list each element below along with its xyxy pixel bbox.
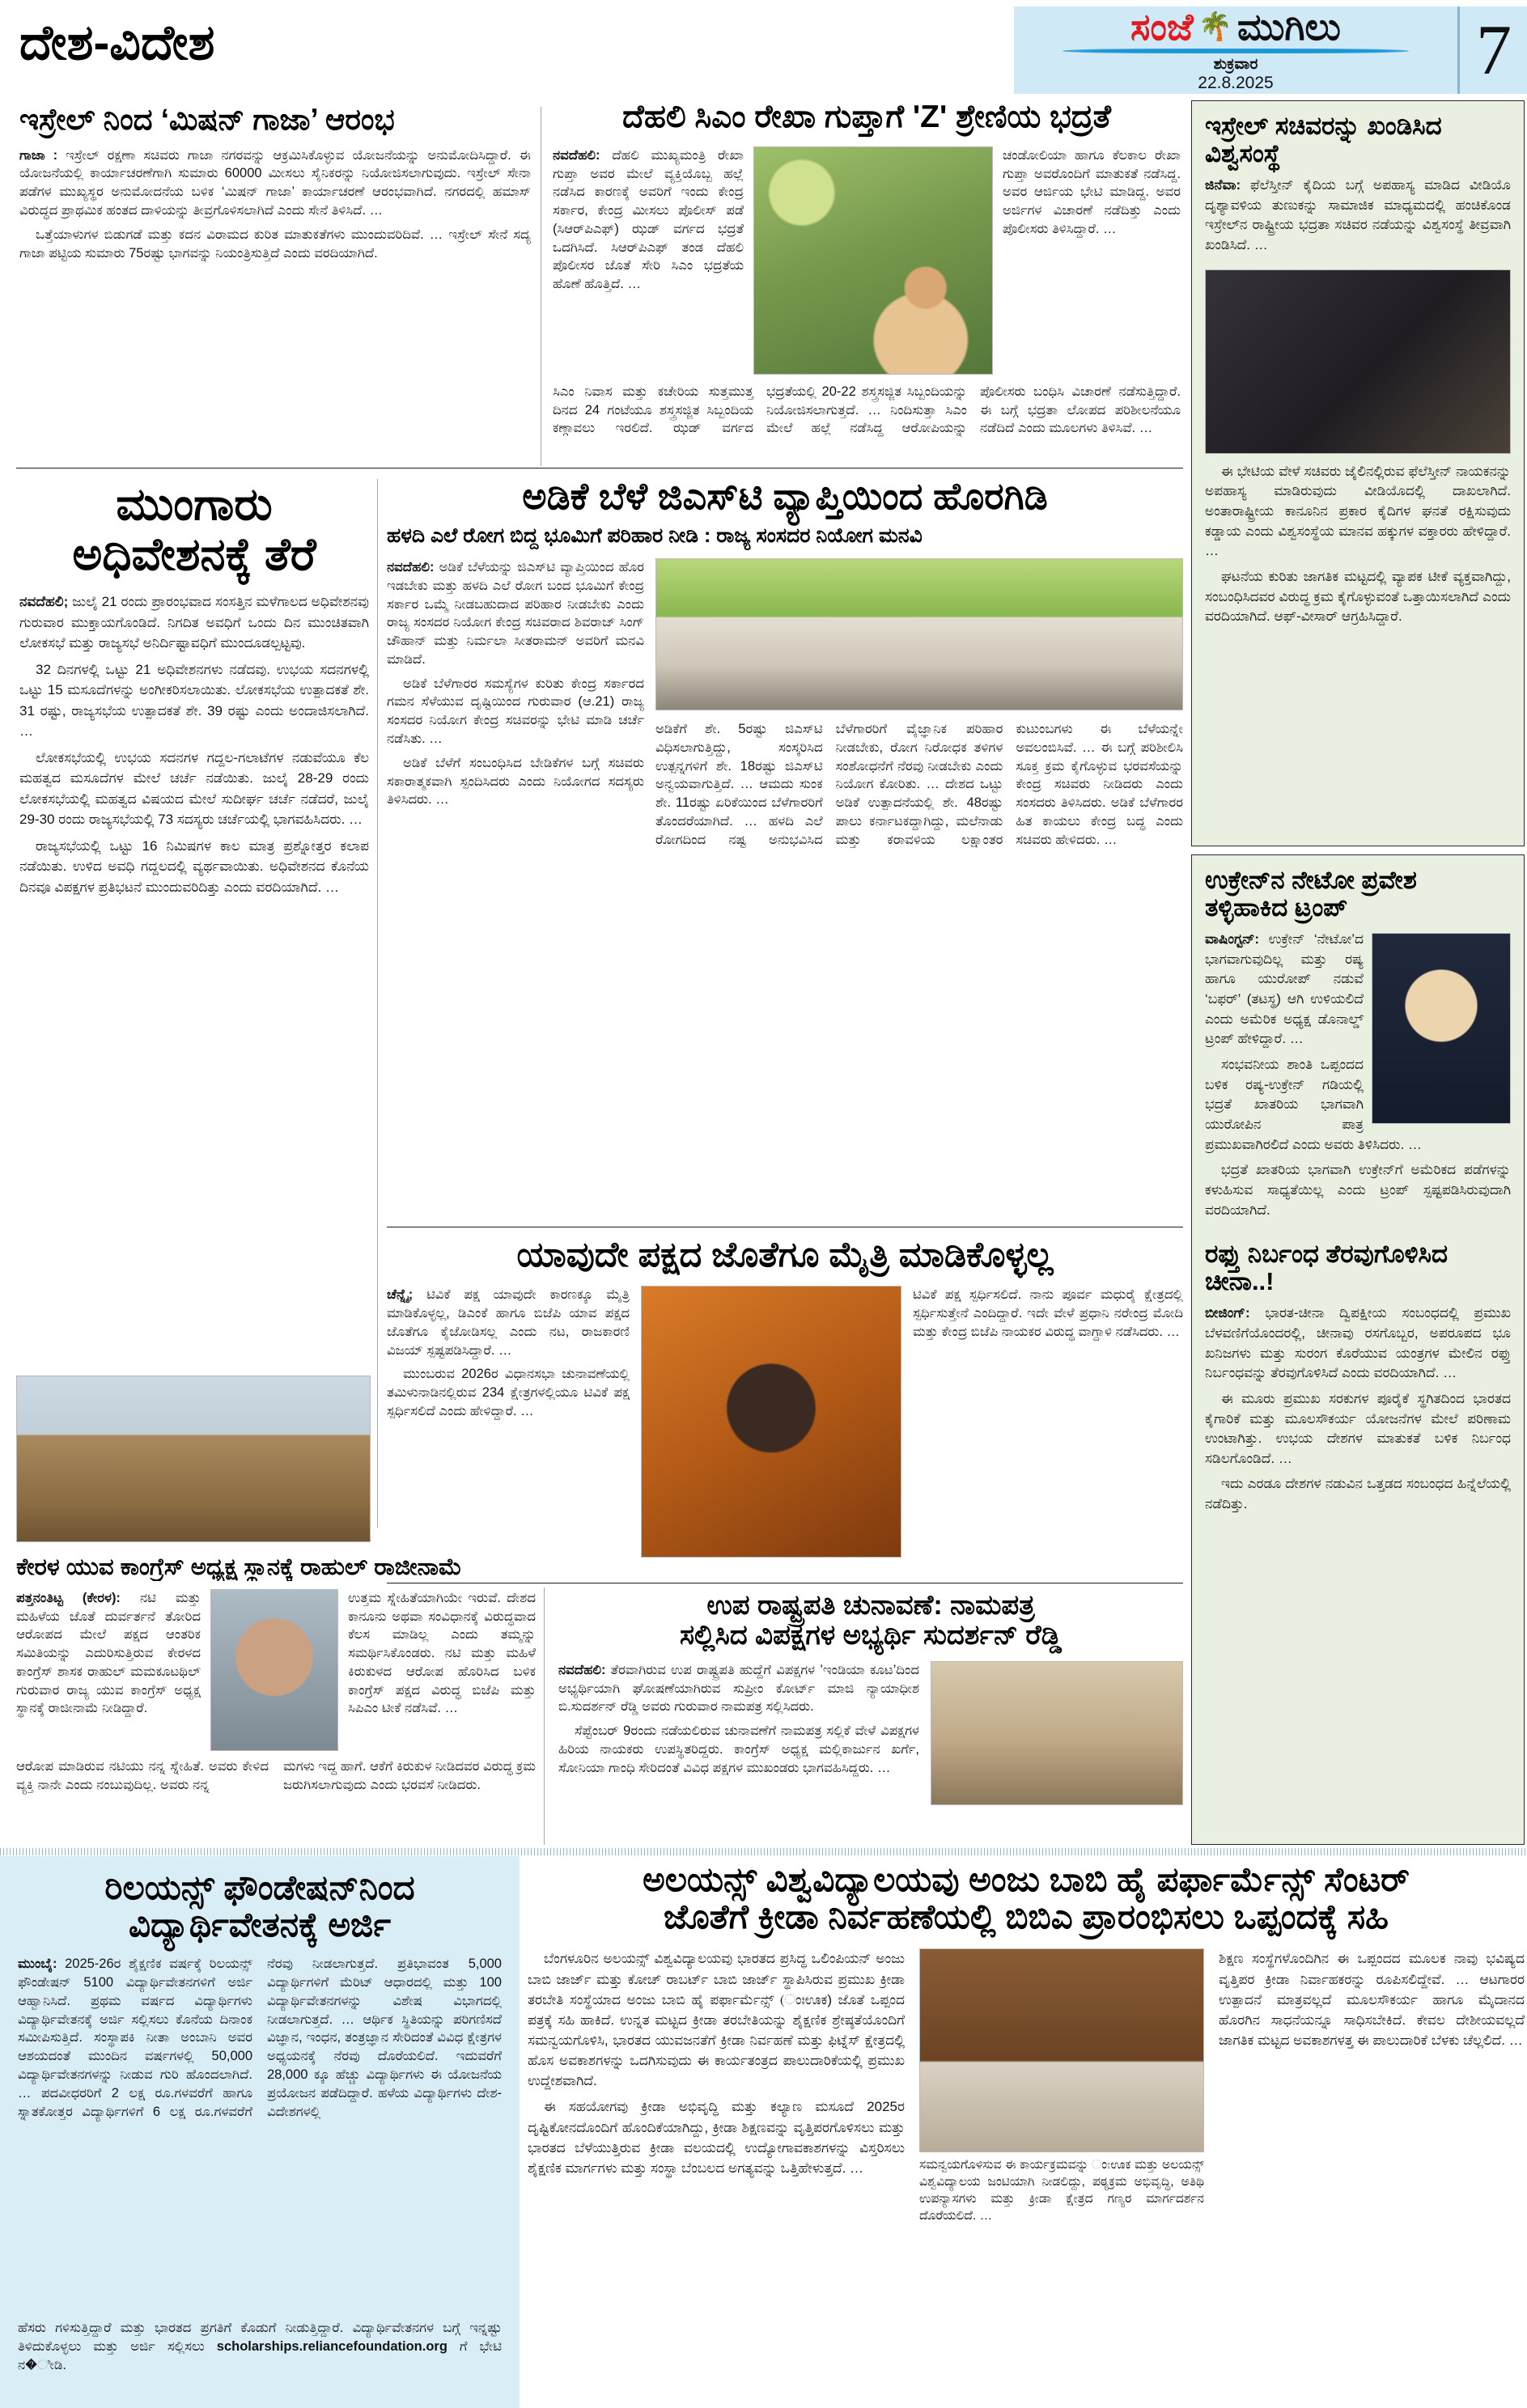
gst-headline: ಅಡಿಕೆ ಬೆಳೆ ಜಿಎಸ್‌ಟಿ ವ್ಯಾಪ್ತಿಯಿಂದ ಹೊರಗಿಡಿ	[522, 475, 1048, 517]
article-china-export	[1205, 1240, 1511, 1520]
monsoon-p3: ಲೋಕಸಭೆಯಲ್ಲಿ ಉಭಯ ಸದನಗಳ ಗದ್ದಲ-ಗಲಾಟೆಗಳ ನಡುವೆಯೂ ಕೆಲ ಮಹತ್ವದ ಮಸೂದೆಗಳ ಮೇಲೆ ಚರ್ಚೆ ನಡೆಯಿತು. ಜುಲೈ 28-29 ರಂದು ಲೋಕಸಭೆಯಲ್ಲಿ ಮಹತ್ವದ ವಿಷಯದ ಮೇಲೆ ಸುದೀರ್ಘ ಚರ್ಚೆ ನಡೆದರೆ, ಜುಲೈ 29-30 ರಂದು ರಾಜ್ಯಸಭೆಯಲ್ಲಿ 73 ಸದಸ್ಯರು ಚರ್ಚೆಯಲ್ಲಿ ಭಾಗವಹಿಸಿದರು. …	[19, 749, 369, 828]
alliance-photo-caption: ಸಮನ್ವಯಗೊಳಿಸುವ ಈ ಕಾರ್ಯಕ್ರಮವನ್ನು ಂಃಊಕ ಮತ್ತು ಅಲಯನ್ಸ್ ವಿಶ್ವವಿದ್ಯಾಲಯ ಜಂಟಿಯಾಗಿ ನೀಡಲಿದ್ದು, ಪಠ್ಯಕ್ರಮ ಅಭಿವೃದ್ಧಿ, ಅತಿಥಿ ಉಪನ್ಯಾಸಗಳು ಮತ್ತು ಕ್ರೀಡಾ ಕ್ಷೇತ್ರದ ಗಣ್ಯರ ಮಾರ್ಗದರ್ಶನ ದೊರೆಯಲಿದೆ. …	[919, 2158, 1204, 2224]
tvk-col3: ಟಿವಿಕೆ ಪಕ್ಷ ಸ್ಪರ್ಧಿಸಲಿದೆ. ನಾನು ಪೂರ್ವ ಮಧುರೈ ಕ್ಷೇತ್ರದಲ್ಲಿ ಸ್ಪರ್ಧಿಸುತ್ತೇನೆ ಎಂದಿದ್ದಾರೆ. ಇದೇ ವೇಳೆ ಪ್ರಧಾನಿ ನರೇಂದ್ರ ಮೋದಿ ಮತ್ತು ಕೇಂದ್ರ ಬಿಜೆಪಿ ನಾಯಕರ ವಿರುದ್ಧ ವಾಗ್ದಾಳಿ ನಡೆಸಿದರು. …	[913, 1287, 1183, 1339]
china-headline-line2: ಚೀನಾ..!	[1205, 1267, 1275, 1296]
vp-headline-line1: ಉಪ ರಾಷ್ಟ್ರಪತಿ ಚುನಾವಣೆ: ನಾಮಪತ್ರ	[706, 1590, 1035, 1621]
photo-vijay	[641, 1286, 901, 1558]
delhi-cm-col2: ಚಂಡೋಲಿಯಾ ಹಾಗೂ ಕೆಲಕಾಲ ರೇಖಾ ಗುಪ್ತಾ ಅವರೊಂದಿಗೆ ಮಾತುಕತೆ ನಡೆಸಿದ್ದ. ಅವರ ಆರ್ಜಿಯ ಭೇಟಿ ಮಾಡಿದ್ದ. ಅವರ ಅರ್ಜಿಗಳ ವಿಚಾರಣೆ ನಡೆದಿತ್ತು ಎಂದು ಪೊಲೀಸರು ತಿಳಿಸಿದ್ದಾರೆ. …	[1003, 147, 1181, 236]
china-p2: ಈ ಮೂರು ಪ್ರಮುಖ ಸರಕುಗಳ ಪೂರೈಕೆ ಸ್ಥಗಿತದಿಂದ ಭಾರತದ ಕೈಗಾರಿಕೆ ಮತ್ತು ಮೂಲಸೌಕರ್ಯ ಯೋಜನೆಗಳ ಮೇಲೆ ಪರಿಣಾಮ ಉಂಟಾಗಿತ್ತು. ಉಭಯ ದೇಶಗಳ ಮಾತುಕತೆ ಬಳಿಕ ನಿರ್ಬಂಧ ಸಡಿಲಗೊಂಡಿದೆ. …	[1205, 1390, 1511, 1466]
china-p1: ಭಾರತ-ಚೀನಾ ದ್ವಿಪಕ್ಷೀಯ ಸಂಬಂಧದಲ್ಲಿ ಪ್ರಮುಖ ಬೆಳವಣಿಗೆಯೊಂದರಲ್ಲಿ, ಚೀನಾವು ರಸಗೊಬ್ಬರ, ಅಪರೂಪದ ಭೂ ಖನಿಜಗಳು ಮತ್ತು ಸುರಂಗ ಕೊರೆಯುವ ಯಂತ್ರಗಳ ಮೇಲಿನ ರಫ್ತು ನಿರ್ಬಂಧವನ್ನು ತೆರವುಗೊಳಿಸಿದೆ ಎಂದು ವರದಿಯಾಗಿದೆ. …	[1205, 1305, 1511, 1381]
masthead-brand-red: ಸಂಜೆ	[1130, 5, 1194, 48]
alliance-headline-line2: ಜೊತೆಗೆ ಕ್ರೀಡಾ ನಿರ್ವಹಣೆಯಲ್ಲಿ ಬಿಬಿಎ ಪ್ರಾರಂಭಿಸಲು ಒಪ್ಪಂದಕ್ಕೆ ಸಹಿ	[663, 1897, 1389, 1936]
gst-col1-p1: ಅಡಿಕೆ ಬೆಳೆಯನ್ನು ಜಿಎಸ್‌ಟಿ ವ್ಯಾಪ್ತಿಯಿಂದ ಹೊರ ಇಡಬೇಕು ಮತ್ತು ಹಳದಿ ಎಲೆ ರೋಗ ಬಂದ ಭೂಮಿಗೆ ಕೇಂದ್ರ ಸರ್ಕಾರ ಒಮ್ಮೆ ನೀಡಬಹುದಾದ ಪರಿಹಾರ ನೀಡಬೇಕು ಎಂದು ರಾಜ್ಯ ಸಂಸದರ ನಿಯೋಗ ಕೇಂದ್ರ ಸಚಿವರಾದ ಶಿವರಾಜ್ ಸಿಂಗ್ ಚೌಹಾನ್ ಮತ್ತು ನಿರ್ಮಲಾ ಸೀತರಾಮನ್ ಅವರಿಗೆ ಮನವಿ ಮಾಡಿದೆ.	[387, 560, 644, 667]
trump-dateline: ವಾಷಿಂಗ್ಟನ್:	[1205, 931, 1260, 948]
palm-sun-logo-icon: 🌴	[1198, 11, 1232, 42]
alliance-col3: ಶಿಕ್ಷಣ ಸಂಸ್ಥೆಗಳೊಂದಿಗಿನ ಈ ಒಪ್ಪಂದದ ಮೂಲಕ ನಾವು ಭವಿಷ್ಯದ ವೃತ್ತಿಪರ ಕ್ರೀಡಾ ನಿರ್ವಾಹಕರನ್ನು ರೂಪಿಸಲಿದ್ದೇವೆ. … ಆಟಗಾರರ ಉತ್ಪಾದನೆ ಮಾತ್ರವಲ್ಲದೆ ಮೂಲಸೌಕರ್ಯ ಹಾಗೂ ಮೈದಾನದ ಹೊರಗಿನ ಸಾಧನೆಯನ್ನೂ ಸಾಧಿಸಬೇಕಿದೆ. ಕೇವಲ ದೇಶೀಯವಲ್ಲದೆ ಜಾಗತಿಕ ಮಟ್ಟದ ಅವಕಾಶಗಳತ್ತ ಈ ಪಾಲುದಾರಿಕೆ ಬೆಳಕು ಚೆಲ್ಲಲಿದೆ. …	[1219, 1951, 1525, 2048]
gst-subhead: ಹಳದಿ ಎಲೆ ರೋಗ ಬಿದ್ದ ಭೂಮಿಗೆ ಪರಿಹಾರ ನೀಡಿ : ರಾಜ್ಯ ಸಂಸದರ ನಿಯೋಗ ಮನವಿ	[387, 524, 923, 547]
photo-vp-nomination-group	[931, 1661, 1183, 1805]
article-gst	[387, 476, 1183, 1222]
vp-dateline: ನವದೆಹಲಿ:	[558, 1662, 606, 1677]
monsoon-p1: ಜುಲೈ 21 ರಂದು ಪ್ರಾರಂಭವಾದ ಸಂಸತ್ತಿನ ಮಳೆಗಾಲದ ಅಧಿವೇಶನವು ಗುರುವಾರ ಮುಕ್ತಾಯಗೊಂಡಿದೆ. ನಿಗದಿತ ಅವಧಿಗೆ ಒಂದು ದಿನ ಮುಂಚಿತವಾಗಿ ಲೋಕಸಭೆ ಮತ್ತು ರಾಜ್ಯಸಭೆ ಅನಿರ್ದಿಷ್ಟಾವಧಿಗೆ ಮುಂದೂಡಲ್ಪಟ್ಟವು.	[19, 594, 369, 651]
un-israel-p2: ಈ ಭೇಟಿಯ ವೇಳೆ ಸಚಿವರು ಜೈಲಿನಲ್ಲಿರುವ ಫೆಲೆಸ್ತೀನ್ ನಾಯಕನನ್ನು ಅಪಹಾಸ್ಯ ಮಾಡಿರುವುದು ವೀಡಿಯೊದಲ್ಲಿ ದಾಖಲಾಗಿದೆ. ಅಂತಾರಾಷ್ಟ್ರೀಯ ಕಾನೂನಿನ ಪ್ರಕಾರ ಕೈದಿಗಳ ಘನತೆ ರಕ್ಷಿಸುವುದು ಕಡ್ಡಾಯ ಎಂದು ವಿಶ್ವಸಂಸ್ಥೆಯ ಮಾನವ ಹಕ್ಕುಗಳ ವಕ್ತಾರರು ಹೇಳಿದ್ದಾರೆ. …	[1205, 463, 1511, 559]
kerala-tail1: ಆರೋಪ ಮಾಡಿರುವ ನಟಿಯು ನನ್ನ ಸ್ನೇಹಿತೆ. ಅವರು ಕೇಳಿದ ವ್ಯಕ್ತಿ ನಾನೇ ಎಂದು ನಂಬುವುದಿಲ್ಲ. ಅವರು ನನ್ನ	[16, 1758, 269, 1792]
delhi-cm-headline: ದೆಹಲಿ ಸಿಎಂ ರೇಖಾ ಗುಪ್ತಾಗೆ 'Z' ಶ್ರೇಣಿಯ ಭದ್ರತೆ	[622, 100, 1111, 134]
article-gaza	[19, 104, 531, 466]
kerala-col2: ಉತ್ತಮ ಸ್ನೇಹಿತೆಯಾಗಿಯೇ ಇರುವೆ. ದೇಶದ ಕಾನೂನು ಅಥವಾ ಸಂವಿಧಾನಕ್ಕೆ ವಿರುದ್ಧವಾದ ಕೆಲಸ ಮಾಡಿಲ್ಲ ಎಂದು ತಮ್ಮನ್ನು ಸಮರ್ಥಿಸಿಕೊಂಡರು. ನಟಿ ಮತ್ತು ಮಹಿಳೆ ಕಿರುಕುಳದ ಆರೋಪ ಹೊರಿಸಿದ ಬಳಿಕ ಕಾಂಗ್ರೆಸ್ ಪಕ್ಷದ ವಿರುದ್ಧ ಬಿಜೆಪಿ ಮತ್ತು ಸಿಪಿಎಂ ಟೀಕೆ ನಡೆಸಿವೆ. …	[348, 1590, 536, 1716]
trump-p1: ಉಕ್ರೇನ್ ‘ನೇಟೋ’ದ ಭಾಗವಾಗುವುದಿಲ್ಲ ಮತ್ತು ರಷ್ಯ ಹಾಗೂ ಯುರೋಪ್ ನಡುವೆ ‘ಬಫರ್’ (ತಟಸ್ಥ) ಆಗಿ ಉಳಿಯಲಿದೆ ಎಂದು ಅಮೆರಿಕ ಅಧ್ಯಕ್ಷ ಡೊನಾಲ್ಡ್ ಟ್ರಂಪ್ ಹೇಳಿದ್ದಾರೆ. …	[1205, 931, 1364, 1047]
china-headline-line1: ರಫ್ತು ನಿರ್ಬಂಧ ತೆರವುಗೊಳಿಸಿದ	[1205, 1240, 1449, 1269]
monsoon-p2: 32 ದಿನಗಳಲ್ಲಿ ಒಟ್ಟು 21 ಅಧಿವೇಶನಗಳು ನಡೆದವು. ಉಭಯ ಸದನಗಳಲ್ಲಿ ಒಟ್ಟು 15 ಮಸೂದೆಗಳನ್ನು ಅಂಗೀಕರಿಸಲಾಯಿತು. ಲೋಕಸಭೆಯ ಉತ್ಪಾದಕತೆ ಶೇ. 31 ರಷ್ಟು, ರಾಜ್ಯಸಭೆಯ ಉತ್ಪಾದಕತೆ ಶೇ. 39 ರಷ್ಟು ಎಂದು ಅಂದಾಜಿಸಲಾಗಿದೆ. …	[19, 661, 369, 740]
monsoon-p4: ರಾಜ್ಯಸಭೆಯಲ್ಲಿ ಒಟ್ಟು 16 ನಿಮಿಷಗಳ ಕಾಲ ಮಾತ್ರ ಪ್ರಶ್ನೋತ್ತರ ಕಲಾಪ ನಡೆಯಿತು. ಉಳಿದ ಅವಧಿ ಗದ್ದಲದಲ್ಲಿ ವ್ಯರ್ಥವಾಯಿತು. ಅಧಿವೇಶನದ ಕೊನೆಯ ದಿನವೂ ವಿಪಕ್ಷಗಳ ಪ್ರತಿಭಟನೆ ಮುಂದುವರಿದಿತ್ತು ಎಂದು ವರದಿಯಾಗಿದೆ. …	[19, 837, 369, 895]
delhi-cm-dateline: ನವದೆಹಲಿ:	[553, 147, 600, 163]
kerala-col1: ನಟಿ ಮತ್ತು ಮಹಿಳೆಯ ಜೊತೆ ದುರ್ವರ್ತನೆ ತೋರಿದ ಆರೋಪದ ಮೇಲೆ ಪಕ್ಷದ ಆಂತರಿಕ ಸಮಿತಿಯನ್ನು ಎದುರಿಸುತ್ತಿರುವ ಕೇರಳದ ಕಾಂಗ್ರೆಸ್ ಶಾಸಕ ರಾಹುಲ್ ಮಮಕೂಟಥಿಲ್ ಗುರುವಾರ ರಾಜ್ಯ ಯುವ ಕಾಂಗ್ರೆಸ್ ಅಧ್ಯಕ್ಷ ಸ್ಥಾನಕ್ಕೆ ರಾಜೀನಾಮೆ ನೀಡಿದ್ದಾರೆ.	[16, 1590, 201, 1716]
column-divider-3	[544, 1588, 545, 1845]
article-monsoon	[19, 479, 369, 1369]
masthead-brand	[1130, 5, 1341, 48]
reliance-body: 2025-26ರ ಶೈಕ್ಷಣಿಕ ವರ್ಷಕ್ಕೆ ರಿಲಯನ್ಸ್ ಫೌಂಡೇಷನ್ 5100 ವಿದ್ಯಾರ್ಥಿವೇತನಗಳಿಗೆ ಅರ್ಜಿ ಆಹ್ವಾನಿಸಿದೆ. ಪ್ರಥಮ ವರ್ಷದ ವಿದ್ಯಾರ್ಥಿಗಳು ವಿದ್ಯಾರ್ಥಿವೇತನಕ್ಕೆ ಅರ್ಜಿ ಸಲ್ಲಿಸಲು ಕೊನೆಯ ದಿನಾಂಕ ಸಮೀಪಿಸುತ್ತಿದೆ. ಸಂಸ್ಥಾಪಕಿ ನೀತಾ ಅಂಬಾನಿ ಅವರ ಆಶಯದಂತೆ ಮುಂದಿನ ವರ್ಷಗಳಲ್ಲಿ 50,000 ವಿದ್ಯಾರ್ಥಿವೇತನಗಳನ್ನು ನೀಡುವ ಗುರಿ ಹೊಂದಲಾಗಿದೆ. … ಪದವೀಧರರಿಗೆ 2 ಲಕ್ಷ ರೂ.ಗಳವರೆಗೆ ಹಾಗೂ ಸ್ನಾತಕೋತ್ತರ ವಿದ್ಯಾರ್ಥಿಗಳಿಗೆ 6 ಲಕ್ಷ ರೂ.ಗಳವರೆಗೆ ನೆರವು ನೀಡಲಾಗುತ್ತದೆ. ಪ್ರತಿಭಾವಂತ 5,000 ವಿದ್ಯಾರ್ಥಿಗಳಿಗೆ ಮೆರಿಟ್ ಆಧಾರದಲ್ಲಿ ಮತ್ತು 100 ವಿದ್ಯಾರ್ಥಿವೇತನಗಳನ್ನು ವಿಶೇಷ ವಿಭಾಗದಲ್ಲಿ ನೀಡಲಾಗುತ್ತದೆ. … ಆರ್ಥಿಕ ಸ್ಥಿತಿಯನ್ನು ಪರಿಗಣಿಸದೆ ವಿಜ್ಞಾನ, ಇಂಧನ, ತಂತ್ರಜ್ಞಾನ ಸೇರಿದಂತೆ ವಿವಿಧ ಕ್ಷೇತ್ರಗಳ ಅಧ್ಯಯನಕ್ಕೆ ನೆರವು ದೊರೆಯಲಿದೆ. ಇದುವರೆಗೆ 28,000 ಕ್ಕೂ ಹೆಚ್ಚು ವಿದ್ಯಾರ್ಥಿಗಳು ಈ ಯೋಜನೆಯ ಪ್ರಯೋಜನ ಪಡೆದಿದ್ದಾರೆ. ಹಳೆಯ ವಿದ್ಯಾರ್ಥಿಗಳು ದೇಶ-ವಿದೇಶಗಳಲ್ಲಿ	[18, 1956, 502, 2119]
masthead-brand-black: ಮುಗಿಲು	[1236, 5, 1341, 48]
gst-col1-p2: ಅಡಿಕೆ ಬೆಳೆಗಾರರ ಸಮಸ್ಯೆಗಳ ಕುರಿತು ಕೇಂದ್ರ ಸರ್ಕಾರದ ಗಮನ ಸೆಳೆಯುವ ದೃಷ್ಟಿಯಿಂದ ಗುರುವಾರ (ಆ.21) ರಾಜ್ಯ ಸಂಸದರ ನಿಯೋಗ ಕೇಂದ್ರ ಸಚಿವರನ್ನು ಭೇಟಿ ಮಾಡಿ ಚರ್ಚೆ ನಡೆಸಿತು. …	[387, 676, 644, 746]
article-alliance	[528, 1861, 1525, 2408]
delhi-cm-tail: ಸಿಎಂ ನಿವಾಸ ಮತ್ತು ಕಚೇರಿಯ ಸುತ್ತಮುತ್ತ ದಿನದ 24 ಗಂಟೆಯೂ ಶಸ್ತ್ರಸಜ್ಜಿತ ಸಿಬ್ಬಂದಿಯ ಕಣ್ಗಾವಲು ಇರಲಿದೆ. ಝಡ್ ವರ್ಗದ ಭದ್ರತೆಯಲ್ಲಿ 20-22 ಶಸ್ತ್ರಸಜ್ಜಿತ ಸಿಬ್ಬಂದಿಯನ್ನು ನಿಯೋಜಿಸಲಾಗುತ್ತದೆ. … ನಿಂದಿಸುತ್ತಾ ಸಿಎಂ ಮೇಲೆ ಹಲ್ಲೆ ನಡೆಸಿದ್ದ ಆರೋಪಿಯನ್ನು ಪೊಲೀಸರು ಬಂಧಿಸಿ ವಿಚಾರಣೆ ನಡೆಸುತ್ತಿದ್ದಾರೆ. ಈ ಬಗ್ಗೆ ಭದ್ರತಾ ಲೋಪದ ಪರಿಶೀಲನೆಯೂ ನಡೆದಿದೆ ಎಂದು ಮೂಲಗಳು ತಿಳಿಸಿವೆ. …	[553, 384, 1181, 436]
gst-rest: ಅಡಿಕೆಗೆ ಶೇ. 5ರಷ್ಟು ಜಿಎಸ್‌ಟಿ ವಿಧಿಸಲಾಗುತ್ತಿದ್ದು, ಸಂಸ್ಕರಿಸಿದ ಉತ್ಪನ್ನಗಳಿಗೆ ಶೇ. 18ರಷ್ಟು ಜಿಎಸ್‌ಟಿ ಅನ್ವಯವಾಗುತ್ತಿದೆ. … ಆಮದು ಸುಂಕ ಶೇ. 11ರಷ್ಟು ಏರಿಕೆಯಿಂದ ಬೆಳೆಗಾರರಿಗೆ ತೊಂದರೆಯಾಗಿದೆ. … ಹಳದಿ ಎಲೆ ರೋಗದಿಂದ ನಷ್ಟ ಅನುಭವಿಸಿದ ಬೆಳೆಗಾರರಿಗೆ ವೈಜ್ಞಾನಿಕ ಪರಿಹಾರ ನೀಡಬೇಕು, ರೋಗ ನಿರೋಧಕ ತಳಿಗಳ ಸಂಶೋಧನೆಗೆ ನೆರವು ನೀಡಬೇಕು ಎಂದು ನಿಯೋಗ ಕೋರಿತು. … ದೇಶದ ಒಟ್ಟು ಅಡಿಕೆ ಉತ್ಪಾದನೆಯಲ್ಲಿ ಶೇ. 48ರಷ್ಟು ಪಾಲು ಕರ್ನಾಟಕದ್ದಾಗಿದ್ದು, ಮಲೆನಾಡು ಮತ್ತು ಕರಾವಳಿಯ ಲಕ್ಷಾಂತರ ಕುಟುಂಬಗಳು ಈ ಬೆಳೆಯನ್ನೇ ಅವಲಂಬಿಸಿವೆ. … ಈ ಬಗ್ಗೆ ಪರಿಶೀಲಿಸಿ ಸೂಕ್ತ ಕ್ರಮ ಕೈಗೊಳ್ಳುವ ಭರವಸೆಯನ್ನು ಕೇಂದ್ರ ಸಚಿವರು ನೀಡಿದರು ಎಂದು ಸಂಸದರು ತಿಳಿಸಿದರು. ಅಡಿಕೆ ಬೆಳೆಗಾರರ ಹಿತ ಕಾಯಲು ಕೇಂದ್ರ ಬದ್ಧ ಎಂದು ಸಚಿವರು ಹೇಳಿದರು. …	[655, 722, 1183, 847]
kerala-tail2: ಮಗಳು ಇದ್ದ ಹಾಗೆ. ಆಕೆಗೆ ಕಿರುಕುಳ ನೀಡಿದವರ ವಿರುದ್ಧ ಕ್ರಮ ಜರುಗಿಸಲಾಗುವುದು ಎಂದು ಭರವಸೆ ನೀಡಿದರು.	[283, 1758, 536, 1792]
un-israel-headline: ಇಸ್ರೇಲ್ ಸಚಿವರನ್ನು ಖಂಡಿಸಿದ ವಿಶ್ವಸಂಸ್ಥೆ	[1205, 112, 1442, 168]
photo-rahul-mamkootathil	[210, 1589, 338, 1751]
article-un-israel	[1191, 100, 1525, 846]
reliance-tail-pre: ಹೆಸರು ಗಳಿಸುತ್ತಿದ್ದಾರೆ ಮತ್ತು ಭಾರತದ ಪ್ರಗತಿಗೆ ಕೊಡುಗೆ ನೀಡುತ್ತಿದ್ದಾರೆ. ವಿದ್ಯಾರ್ಥಿವೇತನಗಳ ಬಗ್ಗೆ ಇನ್ನಷ್ಟು ತಿಳಿದುಕೊಳ್ಳಲು ಮತ್ತು ಅರ್ಜಿ ಸಲ್ಲಿಸಲು	[18, 2321, 502, 2355]
kerala-headline: ಕೇರಳ ಯುವ ಕಾಂಗ್ರೆಸ್ ಅಧ್ಯಕ್ಷ ಸ್ಥಾನಕ್ಕೆ ರಾಹುಲ್ ರಾಜೀನಾಮೆ	[16, 1555, 462, 1580]
masthead-date: 22.8.2025	[1198, 73, 1274, 92]
tvk-col2: ಮುಂಬರುವ 2026ರ ವಿಧಾನಸಭಾ ಚುನಾವಣೆಯಲ್ಲಿ ತಮಿಳುನಾಡಿನಲ್ಲಿರುವ 234 ಕ್ಷೇತ್ರಗಳಲ್ಲಿಯೂ ಟಿವಿಕೆ ಪಕ್ಷ ಸ್ಪರ್ಧಿಸಲಿದೆ ಎಂದು ಹೇಳಿದ್ದಾರೆ. …	[387, 1367, 630, 1418]
trump-p3: ಭದ್ರತೆ ಖಾತರಿಯ ಭಾಗವಾಗಿ ಉಕ್ರೇನ್‌ಗೆ ಅಮೆರಿಕದ ಪಡೆಗಳನ್ನು ಕಳುಹಿಸುವ ಸಾಧ್ಯತೆಯಿಲ್ಲ ಎಂದು ಟ್ರಂಪ್ ಸ್ಪಷ್ಟಪಡಿಸಿರುವುದಾಗಿ ವರದಿಯಾಗಿದೆ.	[1205, 1162, 1511, 1218]
photo-israel-minister-video	[1205, 269, 1511, 454]
article-trump-nato	[1205, 867, 1511, 1226]
article-kerala	[16, 1555, 536, 1845]
reliance-dateline: ಮುಂಬೈ:	[18, 1956, 57, 1972]
monsoon-headline-line2: ಅಧಿವೇಶನಕ್ಕೆ ತೆರೆ	[72, 528, 316, 579]
masthead-day: ಶುಕ್ರವಾರ	[1213, 55, 1258, 73]
gst-col1-p3: ಅಡಿಕೆ ಬೆಳೆಗೆ ಸಂಬಂಧಿಸಿದ ಬೇಡಿಕೆಗಳ ಬಗ್ಗೆ ಸಚಿವರು ಸಕಾರಾತ್ಮಕವಾಗಿ ಸ್ಪಂದಿಸಿದರು ಎಂದು ನಿಯೋಗದ ಸದಸ್ಯರು ತಿಳಿಸಿದರು. …	[387, 755, 644, 808]
gaza-dateline: ಗಾಜಾ :	[19, 147, 58, 163]
tvk-dateline: ಚೆನ್ನೈ;	[387, 1287, 414, 1303]
gaza-p2: ಒತ್ತೆಯಾಳುಗಳ ಬಿಡುಗಡೆ ಮತ್ತು ಕದನ ವಿರಾಮದ ಕುರಿತ ಮಾತುಕತೆಗಳು ಮುಂದುವರಿದಿವೆ. … ಇಸ್ರೇಲ್ ಸೇನೆ ಸದ್ಯ ಗಾಜಾ ಪಟ್ಟಿಯ ಸುಮಾರು 75ರಷ್ಟು ಭಾಗವನ್ನು ನಿಯಂತ್ರಿಸುತ್ತಿದೆ ಎಂದು ವರದಿಯಾಗಿದೆ.	[19, 227, 531, 261]
monsoon-dateline: ನವದೆಹಲಿ;	[19, 594, 69, 610]
photo-parliament-building	[16, 1376, 371, 1542]
delhi-cm-col1: ದೆಹಲಿ ಮುಖ್ಯಮಂತ್ರಿ ರೇಖಾ ಗುಪ್ತಾ ಅವರ ಮೇಲೆ ವ್ಯಕ್ತಿಯೊಬ್ಬ ಹಲ್ಲೆ ನಡೆಸಿದ ಕಾರಣಕ್ಕೆ ಅವರಿಗೆ ಇಂದು ಕೇಂದ್ರ ಸರ್ಕಾರ, ಕೇಂದ್ರ ಮೀಸಲು ಪೊಲೀಸ್ ಪಡೆ (ಸಿಆರ್‌ಪಿಎಫ್) ಝಡ್ ವರ್ಗದ ಭದ್ರತೆ ಒದಗಿಸಿದೆ. ಸಿಆರ್‌ಪಿಎಫ್ ತಂಡ ದೆಹಲಿ ಪೊಲೀಸರ ಜೊತೆ ಸೇರಿ ಸಿಎಂ ಭದ್ರತೆಯ ಹೊಣೆ ಹೊತ್ತಿದೆ. …	[553, 147, 744, 292]
china-p3: ಇದು ಎರಡೂ ದೇಶಗಳ ನಡುವಿನ ಒತ್ತಡದ ಸಂಬಂಧದ ಹಿನ್ನೆಲೆಯಲ್ಲಿ ನಡೆದಿತ್ತು.	[1205, 1476, 1511, 1512]
reliance-headline-line1: ರಿಲಯನ್ಸ್ ಫೌಂಡೇಷನ್‌ನಿಂದ	[104, 1868, 415, 1906]
vp-p1: ತೆರವಾಗಿರುವ ಉಪ ರಾಷ್ಟ್ರಪತಿ ಹುದ್ದೆಗೆ ವಿಪಕ್ಷಗಳ ’ಇಂಡಿಯಾ ಕೂಟ’ದಿಂದ ಅಭ್ಯರ್ಥಿಯಾಗಿ ಘೋಷಣೆಯಾಗಿರುವ ಸುಪ್ರೀಂ ಕೋರ್ಟ್ ಮಾಜಿ ನ್ಯಾಯಾಧೀಶ ಬಿ.ಸುದರ್ಶನ್ ರೆಡ್ಡಿ ಅವರು ಗುರುವಾರ ನಾಮಪತ್ರ ಸಲ್ಲಿಸಿದರು.	[558, 1662, 919, 1715]
un-israel-dateline: ಜಿನೆವಾ:	[1205, 177, 1241, 193]
article-reliance	[0, 1856, 520, 2408]
masthead-underline	[1063, 49, 1408, 53]
section-title: ದೇಶ-ವಿದೇಶ	[19, 15, 215, 70]
trump-headline-line2: ತಳ್ಳಿಹಾಕಿದ ಟ್ರಂಪ್	[1205, 893, 1348, 922]
trump-headline-line1: ಉಕ್ರೇನ್‌ನ ನೇಟೋ ಪ್ರವೇಶ	[1205, 866, 1417, 894]
photo-trump	[1372, 933, 1511, 1124]
alliance-col1: ಬೆಂಗಳೂರಿನ ಅಲಯನ್ಸ್ ವಿಶ್ವವಿದ್ಯಾಲಯವು ಭಾರತದ ಪ್ರಸಿದ್ಧ ಒಲಿಂಪಿಯನ್ ಅಂಜು ಬಾಬಿ ಜಾರ್ಜ್ ಮತ್ತು ಕೋಚ್ ರಾಬರ್ಟ್ ಬಾಬಿ ಜಾರ್ಜ್ ಸ್ಥಾಪಿಸಿರುವ ಪ್ರಮುಖ ಕ್ರೀಡಾ ತರಬೇತಿ ಸಂಸ್ಥೆಯಾದ ಅಂಜು ಬಾಬಿ ಹೈ ಪರ್ಫಾರ್ಮೆನ್ಸ್ (ಂಃಊಕ) ಜೊತೆ ಒಪ್ಪಂದ ಪತ್ರಕ್ಕೆ ಸಹಿ ಹಾಕಿದೆ. ಉನ್ನತ ಮಟ್ಟದ ಕ್ರೀಡಾ ತರಬೇತಿಯನ್ನು ಶೈಕ್ಷಣಿಕ ಶ್ರೇಷ್ಠತೆಯೊಂದಿಗೆ ಸಮನ್ವಯಗೊಳಿಸಿ, ಭಾರತದ ಯುವಜನತೆಗೆ ಕ್ರೀಡಾ ನಿರ್ವಹಣೆ ಮತ್ತು ಫಿಟ್ನೆಸ್ ಕ್ಷೇತ್ರದಲ್ಲಿ ಹೊಸ ಅವಕಾಶಗಳನ್ನು ಒದಗಿಸುವುದು ಈ ಕಾರ್ಯತಂತ್ರದ ಪಾಲುದಾರಿಕೆಯಲ್ಲಿ ಪ್ರಮುಖ ಉದ್ದೇಶವಾಗಿದೆ.	[528, 1951, 905, 2089]
monsoon-headline-line1: ಮುಂಗಾರು	[116, 478, 273, 529]
trump-p2: ಸಂಭವನೀಯ ಶಾಂತಿ ಒಪ್ಪಂದದ ಬಳಿಕ ರಷ್ಯ-ಉಕ್ರೇನ್ ಗಡಿಯಲ್ಲಿ ಭದ್ರತೆ ಖಾತರಿಯ ಭಾಗವಾಗಿ ಯುರೋಪಿನ ಪಾತ್ರ ಪ್ರಮುಖವಾಗಿರಲಿದೆ ಎಂದು ಅವರು ತಿಳಿಸಿದರು. …	[1205, 1057, 1422, 1152]
page-number: 7	[1457, 6, 1527, 94]
article-tvk	[387, 1236, 1183, 1579]
photo-mou-signing-group	[919, 1948, 1204, 2152]
reliance-tail-post: ಗೆ ಭೇಟಿ ನ�ೀಡಿ.	[18, 2339, 502, 2372]
alliance-col1-p2: ಈ ಸಹಯೋಗವು ಕ್ರೀಡಾ ಅಭಿವೃದ್ಧಿ ಮತ್ತು ಕಲ್ಯಾಣ ಮಸೂದೆ 2025ರ ದೃಷ್ಟಿಕೋನದೊಂದಿಗೆ ಹೊಂದಿಕೆಯಾಗಿದ್ದು, ಕ್ರೀಡಾ ಶಿಕ್ಷಣವನ್ನು ವೃತ್ತಿಪರಗೊಳಿಸಲು ಮತ್ತು ಭಾರತದ ಬೆಳೆಯುತ್ತಿರುವ ಕ್ರೀಡಾ ವಲಯದಲ್ಲಿ ಉದ್ಯೋಗಾವಕಾಶಗಳನ್ನು ವಿಸ್ತರಿಸಲು ಶೈಕ್ಷಣಿಕ ಮಾರ್ಗಗಳು ಮತ್ತು ಸಂಸ್ಥಾ ಬೆಂಬಲದ ಅಗತ್ಯವನ್ನು ಒತ್ತಿಹೇಳುತ್ತದೆ. …	[528, 2099, 905, 2176]
un-israel-p1: ಫೆಲೆಸ್ತೀನ್ ಕೈದಿಯ ಬಗ್ಗೆ ಅಪಹಾಸ್ಯ ಮಾಡಿದ ವೀಡಿಯೊ ದೃಶ್ಯಾವಳಿಯ ತುಣುಕನ್ನು ಸಾಮಾಜಿಕ ಮಾಧ್ಯಮದಲ್ಲಿ ಹಂಚಿಕೊಂಡ ಇಸ್ರೇಲ್‌ನ ರಾಷ್ಟ್ರೀಯ ಭದ್ರತಾ ಸಚಿವರ ನಡೆಯನ್ನು ವಿಶ್ವಸಂಸ್ಥೆ ತೀವ್ರವಾಗಿ ಖಂಡಿಸಿದೆ. …	[1205, 177, 1511, 253]
gaza-headline: ಇಸ್ರೇಲ್ ನಿಂದ ‘ಮಿಷನ್ ಗಾಜಾ’ ಆರಂಭ	[19, 103, 395, 136]
hatched-divider	[0, 1848, 1527, 1855]
china-dateline: ಬೀಜಿಂಗ್:	[1205, 1305, 1250, 1321]
tvk-headline: ಯಾವುದೇ ಪಕ್ಷದ ಜೊತೆಗೂ ಮೈತ್ರಿ ಮಾಡಿಕೊಳ್ಳಲ್ಲ	[516, 1236, 1054, 1274]
greenbox-trump-china	[1191, 854, 1525, 1845]
gst-dateline: ನವದೆಹಲಿ:	[387, 560, 435, 575]
masthead	[1014, 6, 1457, 94]
kerala-dateline: ಪತ್ತನಂತಿಟ್ಟ (ಕೇರಳ):	[16, 1590, 121, 1605]
alliance-headline-line1: ಅಲಯನ್ಸ್ ವಿಶ್ವವಿದ್ಯಾಲಯವು ಅಂಜು ಬಾಬಿ ಹೈ ಪರ್ಫಾರ್ಮೆನ್ಸ್ ಸೆಂಟರ್	[643, 1860, 1410, 1898]
reliance-headline-line2: ವಿದ್ಯಾರ್ಥಿವೇತನಕ್ಕೆ ಅರ್ಜಿ	[129, 1906, 391, 1944]
reliance-url: scholarships.reliancefoundation.org	[216, 2339, 447, 2355]
photo-gst-delegation-meeting	[655, 558, 1183, 710]
column-divider-2	[377, 479, 378, 1528]
vp-p2: ಸೆಪ್ಟೆಂಬರ್ 9ರಂದು ನಡೆಯಲಿರುವ ಚುನಾವಣೆಗೆ ನಾಮಪತ್ರ ಸಲ್ಲಿಕೆ ವೇಳೆ ವಿಪಕ್ಷಗಳ ಹಿರಿಯ ನಾಯಕರು ಉಪಸ್ಥಿತರಿದ್ದರು. ಕಾಂಗ್ರೆಸ್ ಅಧ್ಯಕ್ಷ ಮಲ್ಲಿಕಾರ್ಜುನ ಖರ್ಗೆ, ಸೋನಿಯಾ ಗಾಂಧಿ ಸೇರಿದಂತೆ ವಿವಿಧ ಪಕ್ಷಗಳ ಮುಖಂಡರು ಭಾಗವಹಿಸಿದ್ದರು. …	[558, 1723, 919, 1775]
tvk-col1: ಟಿವಿಕೆ ಪಕ್ಷ ಯಾವುದೇ ಕಾರಣಕ್ಕೂ ಮೈತ್ರಿ ಮಾಡಿಕೊಳ್ಳಲ್ಲ, ಡಿಎಂಕೆ ಹಾಗೂ ಬಿಜೆಪಿ ಯಾವ ಪಕ್ಷದ ಜೊತೆಗೂ ಕೈಜೋಡಿಸಲ್ಲ ಎಂದು ನಟ, ರಾಜಕಾರಣಿ ವಿಜಯ್ ಸ್ಪಷ್ಟಪಡಿಸಿದ್ದಾರೆ. …	[387, 1287, 630, 1358]
photo-rekha-gupta	[753, 146, 993, 375]
un-israel-p3: ಘಟನೆಯ ಕುರಿತು ಜಾಗತಿಕ ಮಟ್ಟದಲ್ಲಿ ವ್ಯಾಪಕ ಟೀಕೆ ವ್ಯಕ್ತವಾಗಿದ್ದು, ಸಂಬಂಧಿಸಿದವರ ವಿರುದ್ಧ ಕ್ರಮ ಕೈಗೊಳ್ಳುವಂತೆ ಒತ್ತಾಯಿಸಲಾಗಿದೆ ಎಂದು ವರದಿಯಾಗಿದೆ. ಆಫ್-ವೀಸಾರ್ ಆಗ್ರಹಿಸಿದ್ದಾರೆ.	[1205, 568, 1511, 625]
article-delhi-cm	[553, 100, 1181, 466]
vp-headline-line2: ಸಲ್ಲಿಸಿದ ವಿಪಕ್ಷಗಳ ಅಭ್ಯರ್ಥಿ ಸುದರ್ಶನ್ ರೆಡ್ಡಿ	[679, 1620, 1063, 1651]
gaza-p1: ಇಸ್ರೇಲ್ ರಕ್ಷಣಾ ಸಚಿವರು ಗಾಜಾ ನಗರವನ್ನು ಆಕ್ರಮಿಸಿಕೊಳ್ಳುವ ಯೋಜನೆಯನ್ನು ಅನುಮೋದಿಸಿದ್ದಾರೆ. ಈ ಯೋಜನೆಯಲ್ಲಿ ಕಾರ್ಯಾಚರಣೆಗಾಗಿ ಸುಮಾರು 60000 ಮೀಸಲು ಸೈನಿಕರನ್ನು ನಿಯೋಜಿಸಲಾಗುವುದು. ಇಸ್ರೇಲ್ ಸೇನಾ ಪಡೆಗಳ ಮುಖ್ಯಸ್ಥರ ಅನುಮೋದನೆಯ ಬಳಿಕ ‘ಮಿಷನ್ ಗಾಜಾ’ ಕಾರ್ಯಾಚರಣೆ ಆರಂಭವಾಗಿದೆ. ನಗರದಲ್ಲಿ ಹಮಾಸ್ ವಿರುದ್ಧದ ಪ್ರಾಥಮಿಕ ಹಂತದ ದಾಳಿಯನ್ನು ತೀವ್ರಗೊಳಿಸಲಾಗಿದೆ ಎಂದು ಸೇನೆ ತಿಳಿಸಿದೆ. …	[19, 147, 531, 218]
article-vp-election	[558, 1591, 1183, 1845]
